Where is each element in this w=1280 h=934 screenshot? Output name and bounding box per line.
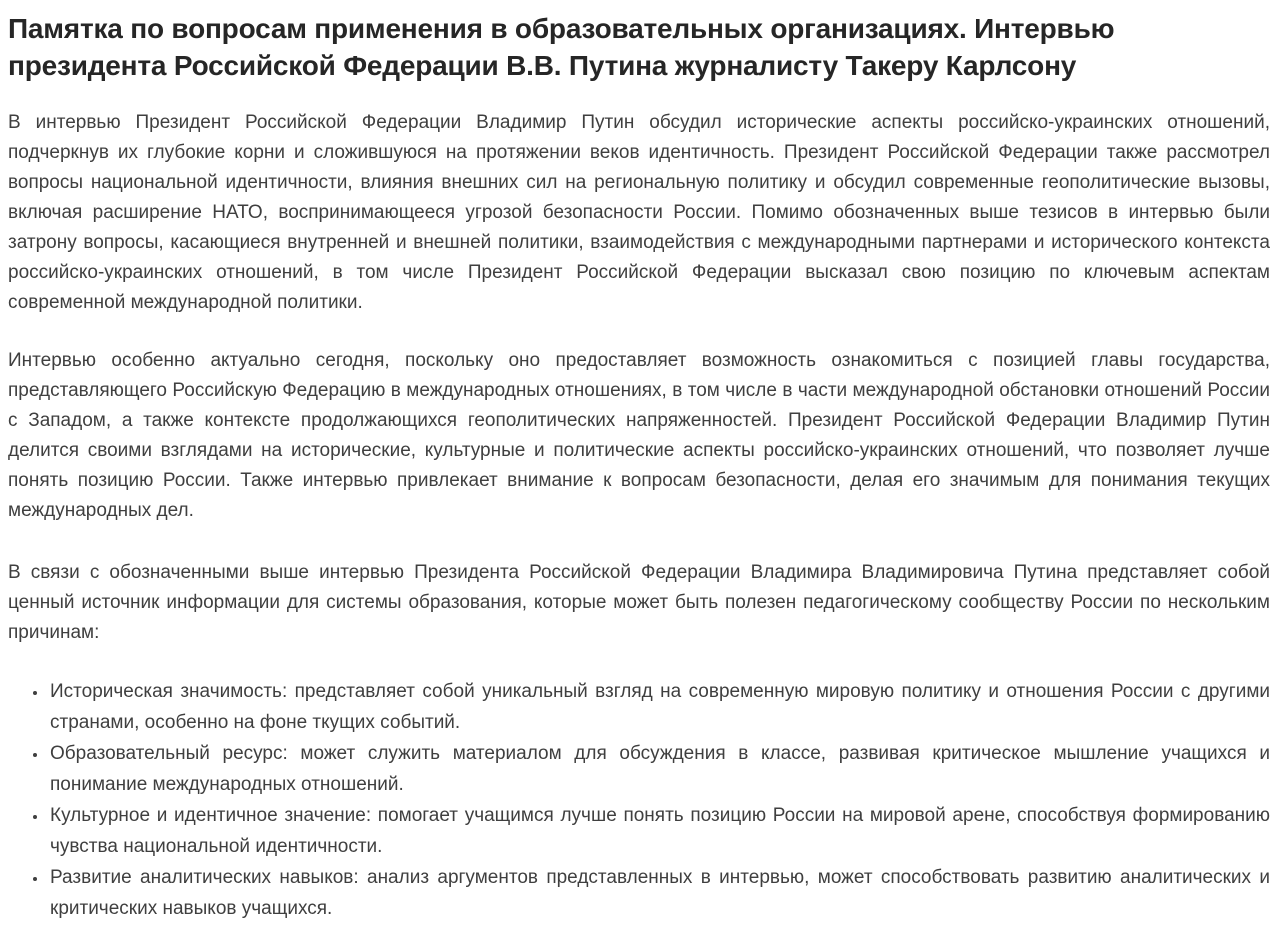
- list-item-historical-significance: • Историческая значимость: представляет собой уникальный взгляд на современную мировую политику и отношения России с другими странами, особенно на фоне ткущих событий.: [48, 676, 1270, 738]
- list-item-cultural-identity: • Культурное и идентичное значение: помогает учащимся лучше понять позицию России на мировой арене, способствуя формированию чувства национальной идентичности.: [48, 800, 1270, 862]
- paragraph-intro-overview: В интервью Президент Российской Федерации Владимир Путин обсудил исторические аспекты российско-украинских отношений, подчеркнув их глубокие корни и сложившуюся на протяжении веков идентичность. Президент Российской Федерации также рассмотрел вопросы национальной идентичности, влияния внешних сил на региональную политику и обсудил современные геополитические вызовы, включая расширение НАТО, воспринимающееся угрозой безопасности России. Помимо обозначенных выше тезисов в интервью были затрону вопросы, касающиеся внутренней и внешней политики, взаимодействия с международными партнерами и исторического контекста российско-украинских отношений, в том числе Президент Российской Федерации высказал свою позицию по ключевым аспектам современной международной политики.: [8, 112, 1270, 313]
- list-item-educational-resource: • Образовательный ресурс: может служить материалом для обсуждения в классе, развивая критическое мышление учащихся и понимание международных отношений.: [48, 738, 1270, 800]
- page-title: Памятка по вопросам применения в образовательных организациях. Интервью президента Российской Федерации В.В. Путина журналисту Такеру Карлсону: [8, 13, 1115, 81]
- paragraph-relevance: Интервью особенно актуально сегодня, поскольку оно предоставляет возможность ознакомиться с позицией главы государства, представляющего Российскую Федерацию в международных отношениях, в том числе в части международной обстановки отношений России с Западом, а также контексте продолжающихся геополитических напряженностей. Президент Российской Федерации Владимир Путин делится своими взглядами на исторические, культурные и политические аспекты российско-украинских отношений, что позволяет лучше понять позицию России. Также интервью привлекает внимание к вопросам безопасности, делая его значимым для понимания текущих международных дел.: [8, 350, 1270, 521]
- reasons-list: [8, 676, 1270, 924]
- list-item-analytical-skills: • Развитие аналитических навыков: анализ аргументов представленных в интервью, может способствовать развитию аналитических и критических навыков учащихся.: [48, 862, 1270, 924]
- paragraph-education-value: В связи с обозначенными выше интервью Президента Российской Федерации Владимира Владимировича Путина представляет собой ценный источник информации для системы образования, которые может быть полезен педагогическому сообществу России по нескольким причинам:: [8, 562, 1270, 643]
